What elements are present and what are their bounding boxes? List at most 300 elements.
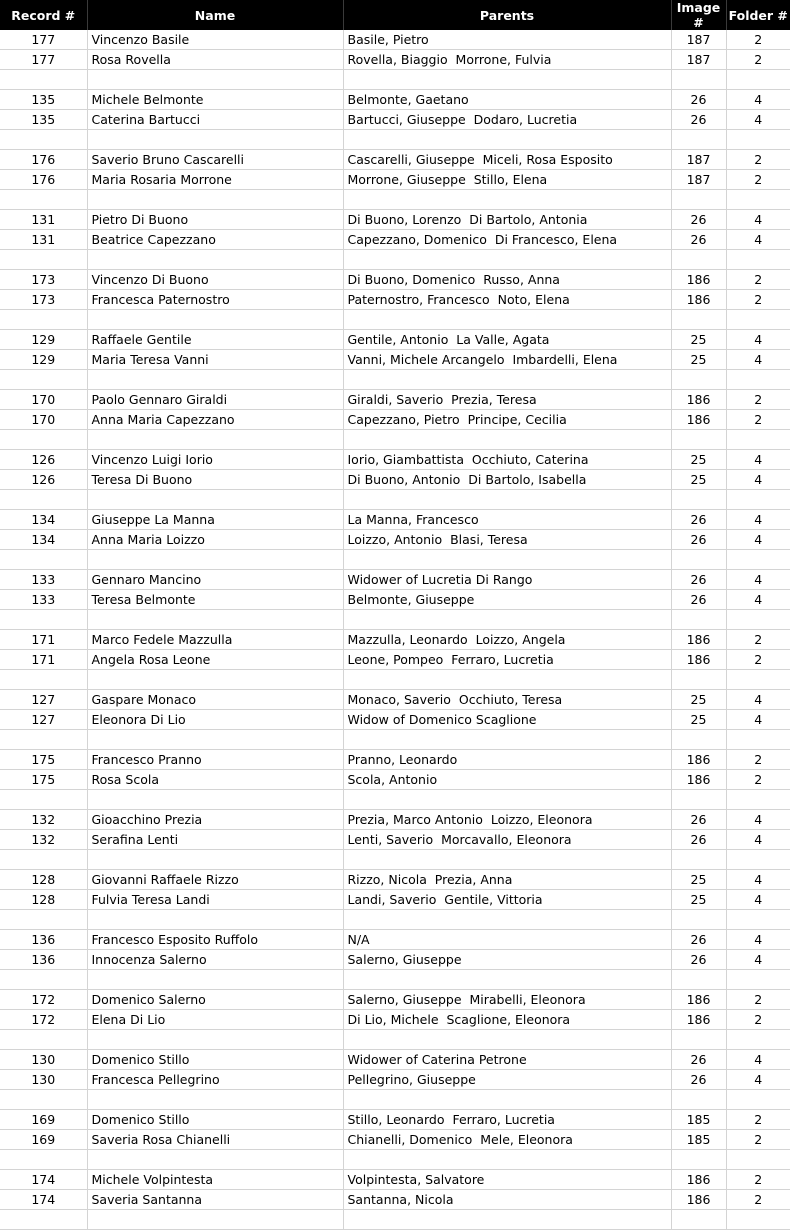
parents-cell: Loizzo, Antonio Blasi, Teresa bbox=[343, 530, 671, 550]
parents-cell bbox=[343, 550, 671, 570]
record-cell bbox=[0, 550, 87, 570]
record-cell: 136 bbox=[0, 950, 87, 970]
folder-cell bbox=[726, 730, 790, 750]
record-cell: 177 bbox=[0, 50, 87, 70]
image-cell: 26 bbox=[671, 810, 726, 830]
record-cell: 171 bbox=[0, 650, 87, 670]
image-cell bbox=[671, 610, 726, 630]
table-row bbox=[0, 1170, 790, 1190]
parents-cell: Widower of Lucretia Di Rango bbox=[343, 570, 671, 590]
table-row bbox=[0, 590, 790, 610]
record-cell: 175 bbox=[0, 750, 87, 770]
parents-cell: Landi, Saverio Gentile, Vittoria bbox=[343, 890, 671, 910]
image-cell: 25 bbox=[671, 450, 726, 470]
name-cell bbox=[87, 670, 343, 690]
image-cell: 185 bbox=[671, 1110, 726, 1130]
name-cell: Domenico Stillo bbox=[87, 1050, 343, 1070]
image-cell bbox=[671, 310, 726, 330]
table-row bbox=[0, 690, 790, 710]
header-record: Record # bbox=[0, 0, 87, 30]
parents-cell bbox=[343, 250, 671, 270]
parents-cell: Cascarelli, Giuseppe Miceli, Rosa Esposito bbox=[343, 150, 671, 170]
table-row bbox=[0, 130, 790, 150]
folder-cell: 2 bbox=[726, 1110, 790, 1130]
folder-cell bbox=[726, 1090, 790, 1110]
parents-cell: Salerno, Giuseppe Mirabelli, Eleonora bbox=[343, 990, 671, 1010]
image-cell: 26 bbox=[671, 510, 726, 530]
table-row bbox=[0, 310, 790, 330]
image-cell: 26 bbox=[671, 110, 726, 130]
folder-cell bbox=[726, 610, 790, 630]
record-cell: 177 bbox=[0, 30, 87, 50]
table-row bbox=[0, 830, 790, 850]
name-cell: Caterina Bartucci bbox=[87, 110, 343, 130]
table-row bbox=[0, 890, 790, 910]
parents-cell bbox=[343, 670, 671, 690]
folder-cell: 4 bbox=[726, 710, 790, 730]
name-cell bbox=[87, 370, 343, 390]
record-cell: 170 bbox=[0, 410, 87, 430]
name-cell: Francesca Paternostro bbox=[87, 290, 343, 310]
record-cell: 169 bbox=[0, 1130, 87, 1150]
folder-cell bbox=[726, 70, 790, 90]
table-row bbox=[0, 90, 790, 110]
parents-cell bbox=[343, 1090, 671, 1110]
folder-cell: 2 bbox=[726, 150, 790, 170]
record-cell: 129 bbox=[0, 350, 87, 370]
name-cell bbox=[87, 550, 343, 570]
parents-cell bbox=[343, 1210, 671, 1230]
name-cell: Michele Volpintesta bbox=[87, 1170, 343, 1190]
image-cell bbox=[671, 250, 726, 270]
header-image: Image # bbox=[671, 0, 726, 30]
parents-cell: Capezzano, Pietro Principe, Cecilia bbox=[343, 410, 671, 430]
table-row bbox=[0, 170, 790, 190]
record-cell: 175 bbox=[0, 770, 87, 790]
table-row bbox=[0, 1110, 790, 1130]
name-cell: Raffaele Gentile bbox=[87, 330, 343, 350]
folder-cell bbox=[726, 910, 790, 930]
header-row bbox=[0, 0, 790, 30]
name-cell bbox=[87, 1090, 343, 1110]
folder-cell: 2 bbox=[726, 170, 790, 190]
image-cell: 25 bbox=[671, 890, 726, 910]
folder-cell: 4 bbox=[726, 590, 790, 610]
record-cell bbox=[0, 730, 87, 750]
name-cell bbox=[87, 730, 343, 750]
name-cell: Anna Maria Loizzo bbox=[87, 530, 343, 550]
folder-cell bbox=[726, 550, 790, 570]
parents-cell: Capezzano, Domenico Di Francesco, Elena bbox=[343, 230, 671, 250]
name-cell: Gaspare Monaco bbox=[87, 690, 343, 710]
table-row bbox=[0, 930, 790, 950]
parents-cell: Belmonte, Giuseppe bbox=[343, 590, 671, 610]
record-cell: 130 bbox=[0, 1050, 87, 1070]
folder-cell: 4 bbox=[726, 350, 790, 370]
parents-cell: Leone, Pompeo Ferraro, Lucretia bbox=[343, 650, 671, 670]
parents-cell: La Manna, Francesco bbox=[343, 510, 671, 530]
parents-cell bbox=[343, 490, 671, 510]
name-cell: Maria Rosaria Morrone bbox=[87, 170, 343, 190]
name-cell: Pietro Di Buono bbox=[87, 210, 343, 230]
folder-cell bbox=[726, 790, 790, 810]
name-cell bbox=[87, 910, 343, 930]
name-cell bbox=[87, 790, 343, 810]
parents-cell: Vanni, Michele Arcangelo Imbardelli, Elena bbox=[343, 350, 671, 370]
record-cell: 126 bbox=[0, 470, 87, 490]
image-cell bbox=[671, 550, 726, 570]
image-cell: 26 bbox=[671, 930, 726, 950]
image-cell: 186 bbox=[671, 1190, 726, 1210]
image-cell bbox=[671, 70, 726, 90]
parents-cell bbox=[343, 70, 671, 90]
record-cell bbox=[0, 1030, 87, 1050]
table-row bbox=[0, 1050, 790, 1070]
table-row bbox=[0, 630, 790, 650]
name-cell bbox=[87, 250, 343, 270]
name-cell bbox=[87, 1150, 343, 1170]
header-folder: Folder # bbox=[726, 0, 790, 30]
folder-cell: 4 bbox=[726, 530, 790, 550]
image-cell: 26 bbox=[671, 210, 726, 230]
record-cell: 169 bbox=[0, 1110, 87, 1130]
image-cell: 26 bbox=[671, 950, 726, 970]
name-cell bbox=[87, 430, 343, 450]
folder-cell: 2 bbox=[726, 1130, 790, 1150]
name-cell: Vincenzo Luigi Iorio bbox=[87, 450, 343, 470]
table-row bbox=[0, 210, 790, 230]
record-cell: 176 bbox=[0, 150, 87, 170]
table-row bbox=[0, 250, 790, 270]
image-cell: 187 bbox=[671, 50, 726, 70]
table-row bbox=[0, 230, 790, 250]
folder-cell: 2 bbox=[726, 50, 790, 70]
folder-cell: 4 bbox=[726, 690, 790, 710]
folder-cell bbox=[726, 370, 790, 390]
image-cell: 185 bbox=[671, 1130, 726, 1150]
name-cell: Domenico Salerno bbox=[87, 990, 343, 1010]
parents-cell: Salerno, Giuseppe bbox=[343, 950, 671, 970]
table-row bbox=[0, 350, 790, 370]
image-cell bbox=[671, 790, 726, 810]
image-cell: 25 bbox=[671, 350, 726, 370]
folder-cell bbox=[726, 670, 790, 690]
parents-cell: Di Lio, Michele Scaglione, Eleonora bbox=[343, 1010, 671, 1030]
parents-cell bbox=[343, 370, 671, 390]
folder-cell: 4 bbox=[726, 1070, 790, 1090]
image-cell bbox=[671, 130, 726, 150]
record-cell bbox=[0, 1150, 87, 1170]
record-cell bbox=[0, 250, 87, 270]
table-row bbox=[0, 530, 790, 550]
folder-cell: 2 bbox=[726, 990, 790, 1010]
parents-cell: Di Buono, Antonio Di Bartolo, Isabella bbox=[343, 470, 671, 490]
parents-cell: Pranno, Leonardo bbox=[343, 750, 671, 770]
parents-cell: Rizzo, Nicola Prezia, Anna bbox=[343, 870, 671, 890]
folder-cell bbox=[726, 310, 790, 330]
name-cell: Angela Rosa Leone bbox=[87, 650, 343, 670]
record-cell: 134 bbox=[0, 530, 87, 550]
parents-cell: Stillo, Leonardo Ferraro, Lucretia bbox=[343, 1110, 671, 1130]
parents-cell bbox=[343, 130, 671, 150]
image-cell bbox=[671, 190, 726, 210]
parents-cell: Di Buono, Lorenzo Di Bartolo, Antonia bbox=[343, 210, 671, 230]
record-cell: 128 bbox=[0, 890, 87, 910]
table-body bbox=[0, 30, 790, 1230]
record-cell bbox=[0, 670, 87, 690]
record-cell bbox=[0, 370, 87, 390]
table-row bbox=[0, 970, 790, 990]
table-row bbox=[0, 510, 790, 530]
record-cell: 132 bbox=[0, 810, 87, 830]
table-row bbox=[0, 850, 790, 870]
record-cell bbox=[0, 490, 87, 510]
name-cell: Domenico Stillo bbox=[87, 1110, 343, 1130]
record-cell bbox=[0, 430, 87, 450]
table-row bbox=[0, 810, 790, 830]
image-cell: 187 bbox=[671, 150, 726, 170]
parents-cell bbox=[343, 1030, 671, 1050]
record-cell: 131 bbox=[0, 230, 87, 250]
record-cell: 132 bbox=[0, 830, 87, 850]
folder-cell: 4 bbox=[726, 230, 790, 250]
name-cell: Paolo Gennaro Giraldi bbox=[87, 390, 343, 410]
record-cell: 133 bbox=[0, 570, 87, 590]
name-cell: Anna Maria Capezzano bbox=[87, 410, 343, 430]
folder-cell: 2 bbox=[726, 30, 790, 50]
table-row bbox=[0, 1030, 790, 1050]
image-cell: 26 bbox=[671, 90, 726, 110]
parents-cell: Chianelli, Domenico Mele, Eleonora bbox=[343, 1130, 671, 1150]
record-cell: 173 bbox=[0, 290, 87, 310]
record-cell bbox=[0, 1210, 87, 1230]
folder-cell bbox=[726, 1150, 790, 1170]
table-row bbox=[0, 330, 790, 350]
record-cell: 171 bbox=[0, 630, 87, 650]
record-cell: 130 bbox=[0, 1070, 87, 1090]
record-cell bbox=[0, 970, 87, 990]
name-cell: Francesca Pellegrino bbox=[87, 1070, 343, 1090]
table-row bbox=[0, 610, 790, 630]
parents-cell: Basile, Pietro bbox=[343, 30, 671, 50]
parents-cell bbox=[343, 970, 671, 990]
folder-cell: 4 bbox=[726, 870, 790, 890]
parents-cell: Bartucci, Giuseppe Dodaro, Lucretia bbox=[343, 110, 671, 130]
table-row bbox=[0, 570, 790, 590]
record-cell bbox=[0, 310, 87, 330]
table-row bbox=[0, 1130, 790, 1150]
name-cell bbox=[87, 490, 343, 510]
image-cell: 186 bbox=[671, 750, 726, 770]
name-cell: Michele Belmonte bbox=[87, 90, 343, 110]
table-row bbox=[0, 670, 790, 690]
record-cell: 174 bbox=[0, 1190, 87, 1210]
image-cell: 25 bbox=[671, 470, 726, 490]
table-row bbox=[0, 370, 790, 390]
name-cell: Beatrice Capezzano bbox=[87, 230, 343, 250]
image-cell: 25 bbox=[671, 870, 726, 890]
folder-cell bbox=[726, 1030, 790, 1050]
parents-cell: Paternostro, Francesco Noto, Elena bbox=[343, 290, 671, 310]
table-row bbox=[0, 950, 790, 970]
folder-cell bbox=[726, 490, 790, 510]
image-cell bbox=[671, 910, 726, 930]
parents-cell: Giraldi, Saverio Prezia, Teresa bbox=[343, 390, 671, 410]
table-row bbox=[0, 1150, 790, 1170]
record-cell: 174 bbox=[0, 1170, 87, 1190]
name-cell: Innocenza Salerno bbox=[87, 950, 343, 970]
table-row bbox=[0, 190, 790, 210]
parents-cell bbox=[343, 610, 671, 630]
image-cell: 26 bbox=[671, 590, 726, 610]
folder-cell: 4 bbox=[726, 810, 790, 830]
image-cell: 186 bbox=[671, 390, 726, 410]
name-cell bbox=[87, 970, 343, 990]
folder-cell: 2 bbox=[726, 630, 790, 650]
folder-cell: 4 bbox=[726, 510, 790, 530]
folder-cell: 2 bbox=[726, 770, 790, 790]
table-row bbox=[0, 490, 790, 510]
folder-cell: 2 bbox=[726, 1010, 790, 1030]
parents-cell bbox=[343, 790, 671, 810]
folder-cell: 2 bbox=[726, 270, 790, 290]
image-cell bbox=[671, 670, 726, 690]
record-cell: 134 bbox=[0, 510, 87, 530]
image-cell: 186 bbox=[671, 270, 726, 290]
table-row bbox=[0, 650, 790, 670]
table-row bbox=[0, 790, 790, 810]
name-cell: Fulvia Teresa Landi bbox=[87, 890, 343, 910]
record-cell: 133 bbox=[0, 590, 87, 610]
folder-cell bbox=[726, 130, 790, 150]
table-row bbox=[0, 550, 790, 570]
folder-cell: 4 bbox=[726, 830, 790, 850]
parents-cell: Widow of Domenico Scaglione bbox=[343, 710, 671, 730]
name-cell: Gioacchino Prezia bbox=[87, 810, 343, 830]
parents-cell: Morrone, Giuseppe Stillo, Elena bbox=[343, 170, 671, 190]
image-cell: 187 bbox=[671, 30, 726, 50]
image-cell bbox=[671, 430, 726, 450]
name-cell: Giovanni Raffaele Rizzo bbox=[87, 870, 343, 890]
name-cell bbox=[87, 850, 343, 870]
record-cell: 135 bbox=[0, 90, 87, 110]
record-cell: 172 bbox=[0, 1010, 87, 1030]
name-cell bbox=[87, 1030, 343, 1050]
name-cell: Rosa Scola bbox=[87, 770, 343, 790]
name-cell: Teresa Di Buono bbox=[87, 470, 343, 490]
folder-cell: 4 bbox=[726, 330, 790, 350]
record-cell: 126 bbox=[0, 450, 87, 470]
name-cell: Giuseppe La Manna bbox=[87, 510, 343, 530]
record-cell bbox=[0, 130, 87, 150]
folder-cell bbox=[726, 250, 790, 270]
name-cell bbox=[87, 190, 343, 210]
image-cell: 26 bbox=[671, 570, 726, 590]
table-row bbox=[0, 110, 790, 130]
table-row bbox=[0, 290, 790, 310]
record-cell bbox=[0, 1090, 87, 1110]
parents-cell: Widower of Caterina Petrone bbox=[343, 1050, 671, 1070]
table-row bbox=[0, 750, 790, 770]
record-cell: 135 bbox=[0, 110, 87, 130]
name-cell: Elena Di Lio bbox=[87, 1010, 343, 1030]
parents-cell bbox=[343, 850, 671, 870]
table-row bbox=[0, 410, 790, 430]
name-cell: Maria Teresa Vanni bbox=[87, 350, 343, 370]
parents-cell: Pellegrino, Giuseppe bbox=[343, 1070, 671, 1090]
image-cell: 186 bbox=[671, 1010, 726, 1030]
parents-cell bbox=[343, 430, 671, 450]
record-cell bbox=[0, 850, 87, 870]
table-row bbox=[0, 270, 790, 290]
name-cell bbox=[87, 70, 343, 90]
folder-cell: 4 bbox=[726, 1050, 790, 1070]
parents-cell bbox=[343, 730, 671, 750]
folder-cell: 2 bbox=[726, 750, 790, 770]
name-cell: Serafina Lenti bbox=[87, 830, 343, 850]
record-cell bbox=[0, 790, 87, 810]
parents-cell bbox=[343, 190, 671, 210]
parents-cell bbox=[343, 910, 671, 930]
folder-cell bbox=[726, 970, 790, 990]
name-cell bbox=[87, 310, 343, 330]
name-cell: Vincenzo Di Buono bbox=[87, 270, 343, 290]
name-cell: Marco Fedele Mazzulla bbox=[87, 630, 343, 650]
parents-cell: Mazzulla, Leonardo Loizzo, Angela bbox=[343, 630, 671, 650]
image-cell: 186 bbox=[671, 650, 726, 670]
parents-cell: Di Buono, Domenico Russo, Anna bbox=[343, 270, 671, 290]
folder-cell: 4 bbox=[726, 450, 790, 470]
header-name: Name bbox=[87, 0, 343, 30]
image-cell bbox=[671, 1090, 726, 1110]
record-cell bbox=[0, 910, 87, 930]
image-cell bbox=[671, 490, 726, 510]
name-cell: Rosa Rovella bbox=[87, 50, 343, 70]
table-row bbox=[0, 1010, 790, 1030]
image-cell bbox=[671, 1150, 726, 1170]
table-row bbox=[0, 1190, 790, 1210]
table-row bbox=[0, 150, 790, 170]
image-cell bbox=[671, 730, 726, 750]
parents-cell: Lenti, Saverio Morcavallo, Eleonora bbox=[343, 830, 671, 850]
name-cell: Vincenzo Basile bbox=[87, 30, 343, 50]
folder-cell: 4 bbox=[726, 470, 790, 490]
image-cell: 186 bbox=[671, 990, 726, 1010]
name-cell bbox=[87, 130, 343, 150]
table-row bbox=[0, 730, 790, 750]
image-cell: 25 bbox=[671, 330, 726, 350]
parents-cell bbox=[343, 1150, 671, 1170]
folder-cell: 2 bbox=[726, 1170, 790, 1190]
name-cell bbox=[87, 610, 343, 630]
parents-cell: Scola, Antonio bbox=[343, 770, 671, 790]
folder-cell: 2 bbox=[726, 390, 790, 410]
table-row bbox=[0, 990, 790, 1010]
record-cell bbox=[0, 190, 87, 210]
folder-cell: 4 bbox=[726, 890, 790, 910]
parents-cell: Volpintesta, Salvatore bbox=[343, 1170, 671, 1190]
folder-cell: 4 bbox=[726, 90, 790, 110]
image-cell bbox=[671, 1210, 726, 1230]
record-cell: 131 bbox=[0, 210, 87, 230]
name-cell: Saveria Rosa Chianelli bbox=[87, 1130, 343, 1150]
table-row bbox=[0, 50, 790, 70]
name-cell: Francesco Pranno bbox=[87, 750, 343, 770]
record-cell: 172 bbox=[0, 990, 87, 1010]
table-row bbox=[0, 70, 790, 90]
folder-cell bbox=[726, 850, 790, 870]
name-cell: Francesco Esposito Ruffolo bbox=[87, 930, 343, 950]
